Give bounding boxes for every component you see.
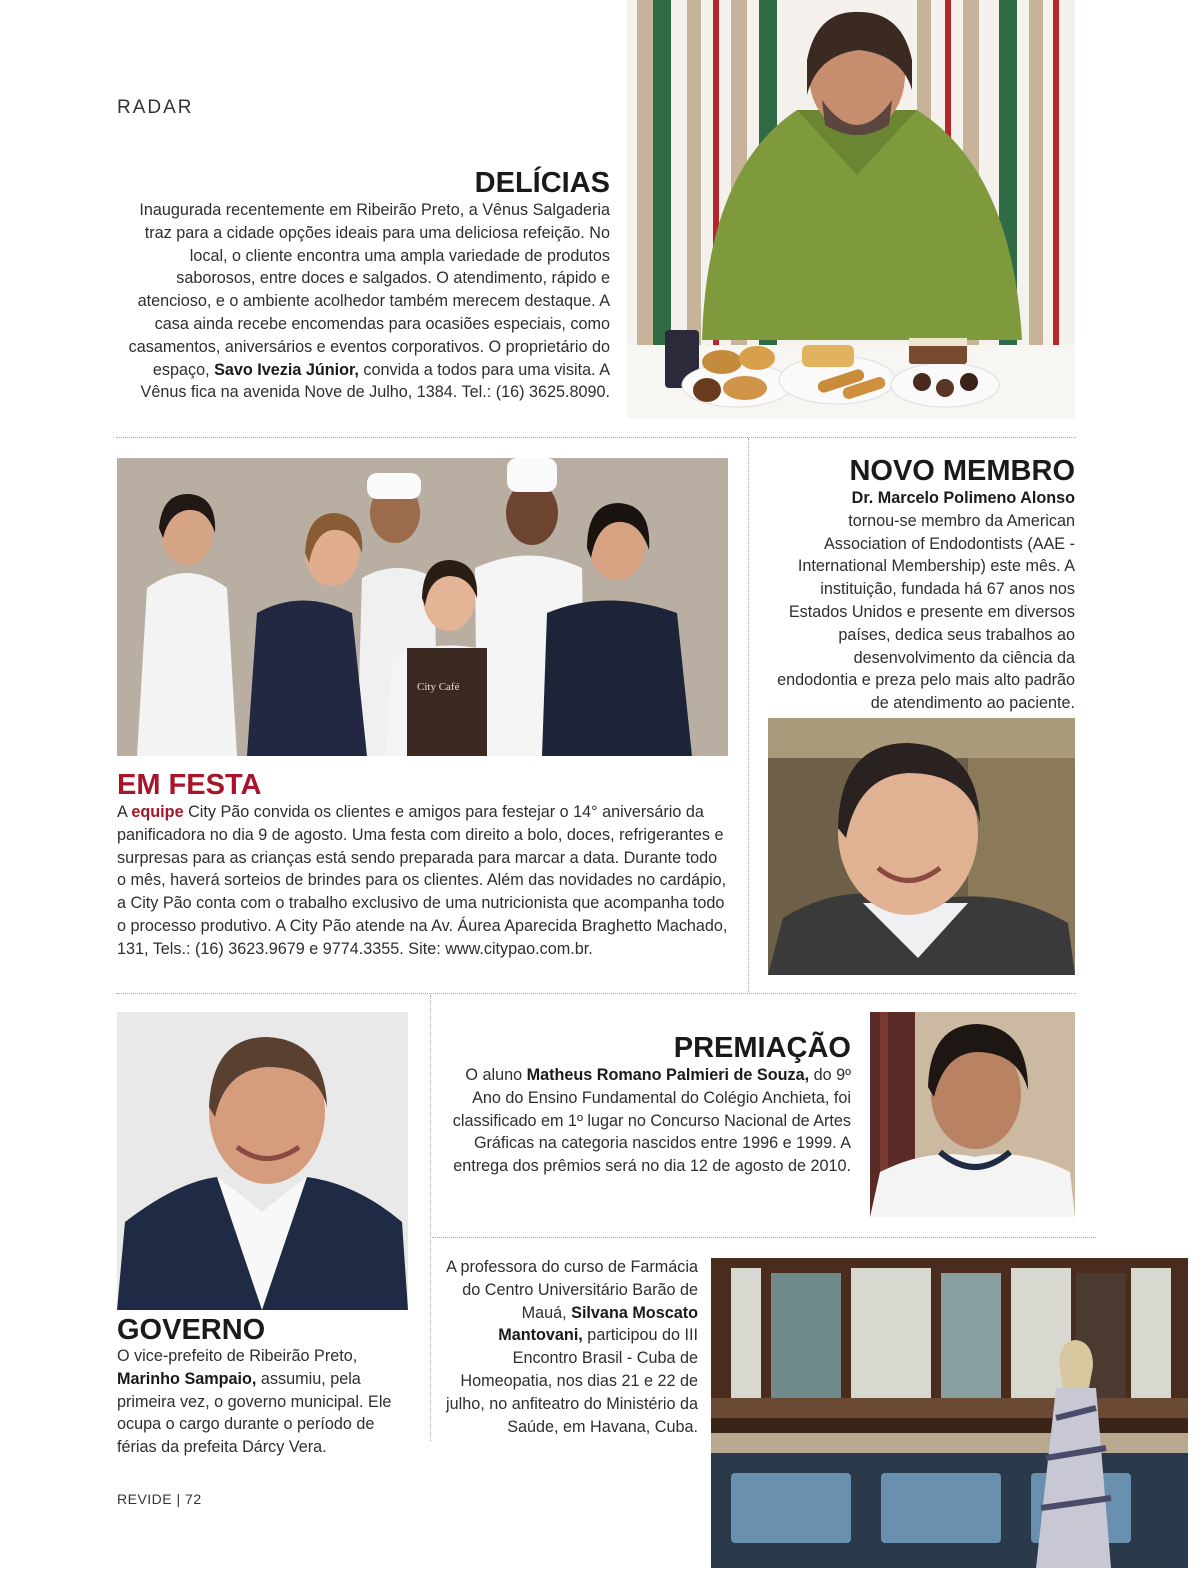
owner-photo — [627, 0, 1075, 418]
footer-separator: | — [176, 1491, 181, 1507]
vice-mayor-photo — [117, 1012, 408, 1310]
page-number: 72 — [185, 1491, 202, 1507]
student-photo — [870, 1012, 1075, 1217]
professora-text: A professora do curso de Farmácia do Centro Universitário Barão de Mauá, Silvana Moscato Mantovani, participou do III Encontro Brasil - Cuba de Homeopatia, nos dias 21 e 22 de julho, no anfiteatro do Ministério da Saúde, em Havana, Cuba. — [446, 1258, 698, 1436]
delicias-title: DELÍCIAS — [474, 167, 610, 199]
em-festa-title: EM FESTA — [117, 769, 262, 801]
magazine-name: REVIDE — [117, 1491, 173, 1507]
delicias-owner-name: Savo Ivezia Júnior, — [214, 360, 359, 379]
pharmacy-photo — [711, 1258, 1188, 1568]
page-footer — [117, 1491, 202, 1507]
premiacao-title: PREMIAÇÃO — [673, 1032, 851, 1064]
delicias-text: Inaugurada recentemente em Ribeirão Preto, a Vênus Salgaderia traz para a cidade opções ideais para uma deliciosa refeição. No local, o cliente encontra uma ampla variedade de produtos saborosos, entre doces e salgados. O atendimento, rápido e atencioso, e o ambiente acolhedor também merecem destaque. A casa ainda recebe encomendas para ocasiões especiais, como casamentos, aniversários e eventos corporativos. O proprietário do espaço, Savo Ivezia Júnior, convida a todos para uma visita. A Vênus fica na avenida Nove de Julho, 1384. Tel.: (16) 3625.8090. — [128, 201, 610, 402]
apron-text: City Café — [417, 681, 460, 693]
premiacao-text: O aluno Matheus Romano Palmieri de Souza, do 9º Ano do Ensino Fundamental do Colégio Anchieta, foi classificado em 1º lugar no Concurso Nacional de Artes Gráficas na categoria nascidos entre 1996 e 1999. A entrega dos prêmios será no dia 12 de agosto de 2010. — [452, 1066, 851, 1176]
column-divider — [430, 995, 431, 1441]
divider — [432, 1237, 1096, 1238]
team-photo — [117, 458, 728, 756]
divider — [116, 993, 1076, 994]
premiacao-name: Matheus Romano Palmieri de Souza, — [526, 1066, 810, 1084]
professora-name: Silvana Moscato Mantovani, — [498, 1303, 698, 1345]
equipe-highlight: equipe — [131, 803, 184, 821]
governo-text: O vice-prefeito de Ribeirão Preto, Marinho Sampaio, assumiu, pela primeira vez, o governo municipal. Ele ocupa o cargo durante o período de férias da prefeita Dárcy Vera. — [117, 1347, 392, 1457]
dentist-photo — [768, 718, 1075, 975]
novo-membro-text: Dr. Marcelo Polimeno Alonso tornou-se membro da American Association of Endodontists (AAE - International Membership) este mês. A instituição, fundada há 67 anos nos Estados Unidos e presente em diversos países, dedica seus trabalhos ao desenvolvimento da ciência da endodontia e preza pelo mais alto padrão de atendimento ao paciente. — [777, 489, 1075, 713]
governo-name: Marinho Sampaio, — [117, 1369, 257, 1388]
divider — [116, 437, 1076, 438]
governo-title: GOVERNO — [117, 1314, 266, 1346]
section-label: RADAR — [117, 97, 194, 118]
novo-membro-name: Dr. Marcelo Polimeno Alonso — [851, 489, 1075, 507]
em-festa-text: A equipe City Pão convida os clientes e amigos para festejar o 14° aniversário da panificadora no dia 9 de agosto. Uma festa com direito a bolo, doces, refrigerantes e surpresas para as crianças está sendo preparada para marcar a data. Durante todo o mês, haverá sorteios de brindes para os clientes. Além das novidades no cardápio, a City Pão conta com o trabalho exclusivo de uma nutricionista que acompanha todo o processo produtivo. A City Pão atende na Av. Áurea Aparecida Braghetto Machado, 131, Tels.: (16) 3623.9679 e 9774.3355. Site: www.citypao.com.br. — [117, 803, 728, 958]
column-divider — [748, 438, 749, 992]
novo-membro-title: NOVO MEMBRO — [849, 455, 1075, 487]
